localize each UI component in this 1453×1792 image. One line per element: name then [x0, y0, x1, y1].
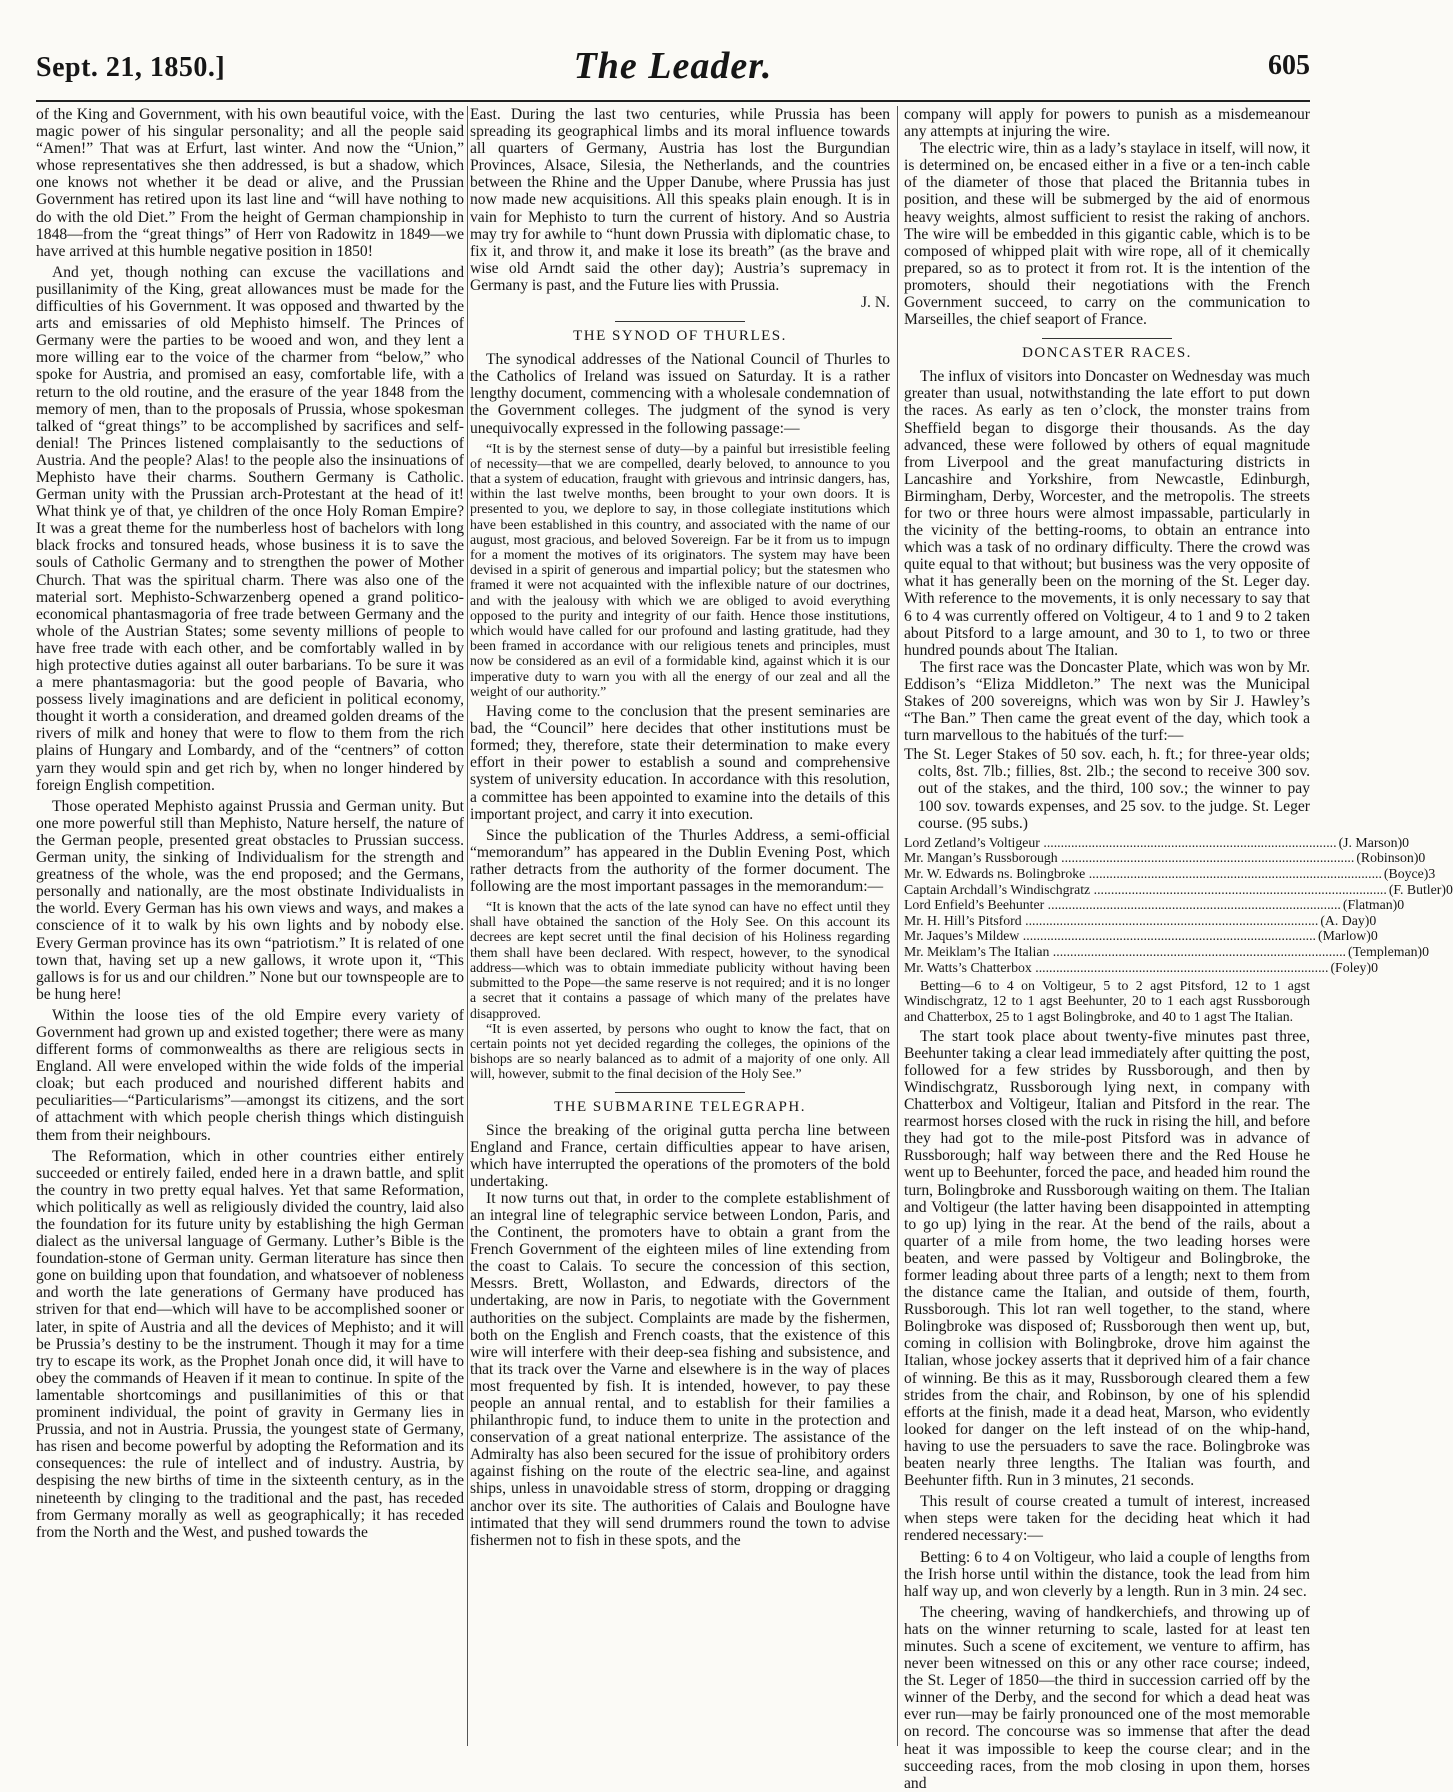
quotation: “It is even asserted, by persons who ought to know the fact, that on certain points not yet decided regarding the colleges, the opinions of the bishops are so nearly balanced as to admit of a majority of one only. All will, however, submit to the final decision of the Holy See.” — [470, 1020, 890, 1082]
paragraph: The first race was the Doncaster Plate, which was won by Mr. Eddison’s “Eliza Middleton.” The next was the Municipal Stakes of 200 sovereigns, which was won by Sir J. Hawley’s “The Ban.” Then came the great event of the day, which took a turn marvellous to the habitués of the turf:— — [904, 658, 1310, 745]
article-races — [904, 338, 1453, 1792]
column-1 — [36, 106, 464, 1746]
horse-name: Mr. H. Hill’s Pitsford ..... — [904, 913, 1318, 929]
paragraph: Those operated Mephisto against Prussia and German unity. But one more powerful still than Mephisto, Nature herself, the nature of the German people, presented great obstacles to Prussian success. German unity, the sinking of Individualism for the strength and greatness of the whole, was the end proposed; and the Germans, personally and nationally, are the most obstinate Individualists in the world. Every German has his own views and ways, and makes a conscience of it to walk by his own lights and by nobody else. Every German province has its own “patriotism.” It is related of one town that, having set up a new gallows, it wrote upon it, “This gallows is for us and our children.” None but our townspeople are to be hung here! — [36, 797, 464, 1003]
article-heading: THE SYNOD OF THURLES. — [573, 328, 787, 345]
jockey-name: (Robinson) — [1356, 850, 1419, 866]
section-rule — [615, 1092, 745, 1093]
paragraph: The electric wire, thin as a lady’s staylace in itself, will now, it is determined on, be encased either in a five or a ten-inch cable of the diameter of those that placed the Britannia tubes in position, and these will be submerged by the aid of enormous heavy weights, almost sufficient to resist the raking of anchors. The wire will be embedded in this gigantic cable, which is to be composed of whipped plait with wire rope, all of it chemically prepared, so as to protect it from rot. It is the intention of the promoters, should their negotiations with the French Government succeed, to carry on the communication to Marseilles, the chief seaport of France. — [904, 140, 1311, 329]
jockey-name: (F. Butler) — [1388, 881, 1446, 897]
horse-name: Lord Zetland’s Voltigeur ..... — [904, 835, 1337, 851]
result-row — [904, 959, 1378, 976]
jockey-name: (J. Marson) — [1338, 834, 1403, 850]
placing: 0 — [1369, 912, 1377, 928]
result-row — [904, 912, 1377, 929]
betting: Betting—6 to 4 on Voltigeur, 5 to 2 agst Pitsford, 12 to 1 agst Windischgratz, 12 to 1 agst Beehunter, 20 to 1 each agst Russborough and Chatterbox, 25 to 1 agst Bolingbroke, and 40 to 1 agst The Italian. — [904, 978, 1310, 1024]
paragraph: company will apply for powers to punish as a misdemeanour any attempts at injuring the wire. — [904, 106, 1310, 141]
masthead — [36, 44, 1310, 96]
placing: 0 — [1445, 881, 1453, 897]
result-row — [904, 850, 1426, 866]
column-divider — [467, 106, 468, 1746]
quotation: “It is by the sternest sense of duty—by a painful but irresistible feeling of necessity—that we are compelled, dearly beloved, to announce to you that a system of education, fraught with grievous and intrinsic dangers, has, within the last twelve months, been brought to your own doors. It is presented to you, we deplore to say, in those collegiate institutions which have been established in this country, and associated with the name of our august, most gracious, and beloved Sovereign. Far be it from us to impugn for a moment the motives of its originators. The system may have been devised in a spirit of generous and impartial policy; but the statesmen who framed it were not acquainted with the inflexible nature of our doctrines, and with the jealousy with which we are obliged to avoid everything opposed to the purity and integrity of our faith. Hence those institutions, which would have called for our profound and lasting gratitude, had they been framed in accordance with our religious tenets and principles, must now be considered as an evil of a formidable kind, against which it is our imperative duty to warn you with all the energy of our zeal and all the weight of our authority.” — [470, 440, 890, 699]
jockey-name: (Foley) — [1330, 959, 1372, 975]
placing: 0 — [1397, 897, 1405, 913]
results-list — [904, 834, 1453, 975]
horse-name: Mr. Mangan’s Russborough ..... — [904, 850, 1354, 866]
paragraph: The Reformation, which in other countries either entirely succeeded or entirely failed, ended here in a drawn battle, and split the country in two pretty equal halves. Yet that same Reformation, which politically as well as religiously divided the country, laid also the foundation for its future unity by establishing the high German dialect as the universal language of Germany. Luther’s Bible is the foundation-stone of German unity. German literature has since then gone on building upon that foundation, and whatsoever of nobleness and worth the late generations of Germany have produced has striven for that end—which will have to be accomplished sooner or later, in spite of Austria and all the devices of Mephisto; and it will be Prussia’s destiny to be the instrument. Though it may for a time try to escape its work, as the Prophet Jonah once did, it will have to obey the commands of Heaven if it mean to continue. In spite of the lamentable shortcomings and pusillanimities of this or that prominent individual, the point of gravity in Germany lies in Prussia, and not in Austria. Prussia, the youngest state of Germany, has risen and become powerful by adopting the Reformation and its consequences: the rule of intellect and of industry. Austria, by despising the new births of time in the sixteenth century, as in the nineteenth by clinging to the traditional and the past, has receded from Germany morally as well as geographically; it has receded from the North and the West, and pushed towards the — [36, 1147, 464, 1541]
paragraph: The influx of visitors into Doncaster on Wednesday was much greater than usual, notwithstanding the late effort to put down the races. As early as ten o’clock, the monster trains from Sheffield began to disgorge their thousands. As the day advanced, these were followed by others of equal magnitude from Liverpool and the great manufacturing districts in Lancashire and Yorkshire, from Newcastle, Edinburgh, Birmingham, Derby, Worcester, and the metropolis. The streets for two or three hours were almost impassable, particularly in the vicinity of the betting-rooms, to obtain an entrance into which was a task of no ordinary difficulty. There the crowd was quite equal to that without; but business was the very opposite of what it has generally been on the morning of the St. Leger day. With reference to the movements, it is only necessary to say that 6 to 4 was currently offered on Voltigeur, 4 to 1 and 9 to 2 taken about Pitsford to a large amount, and 30 to 1, to two or three hundred pounds about The Italian. — [904, 368, 1310, 659]
paragraph: The synodical addresses of the National Council of Thurles to the Catholics of Ireland was issued on Saturday. It is a rather lengthy document, commencing with a wholesale condemnation of the Government colleges. The judgment of the synod is very unequivocally expressed in the following passage:— — [470, 351, 890, 437]
paragraph: This result of course created a tumult of interest, increased when steps were taken for the deciding heat which it had rendered necessary:— — [904, 1493, 1310, 1545]
result-row — [904, 943, 1430, 960]
newspaper-title: The Leader. — [573, 45, 773, 87]
paragraph: East. During the last two centuries, while Prussia has been spreading its geographical limbs and its moral influence towards all quarters of Germany, Austria has lost the Burgundian Provinces, Alsace, Silesia, the Netherlands, and the countries between the Rhine and the Upper Danube, where Prussia has just now made new acquisitions. All this speaks plain enough. It is in vain for Mephisto to turn the current of history. And so Austria may try for awhile to “hunt down Prussia with diplomatic chase, to fix it, and throw it, and make it lose its breath” (as the brave and wise old Arndt said the other day); Austria’s supremacy in Germany is past, and the Future lies with Prussia. — [470, 106, 890, 294]
paragraph: It now turns out that, in order to the complete establishment of an integral line of telegraphic service between London, Paris, and the Continent, the promoters have to obtain a grant from the French Government of the eighteen miles of line extending from the coast to Calais. To secure the concession of this section, Messrs. Brett, Wollaston, and Edwards, directors of the undertaking, are now in Paris, to negotiate with the Government authorities on the subject. Complaints are made by the fishermen, both on the English and French coasts, that the existence of this wire will interfere with their deep-sea fishing and subsistence, and that its track over the Varne and elsewhere is in the way of places most frequented by fish. It is intended, however, to pay these people an annual rental, and to establish for their families a philanthropic fund, to induce them to unite in the protection and conservation of a great national enterprize. The assistance of the Admiralty has also been secured for the issue of prohibitory orders against fishing on the route of the electric sea-line, and against ships, unless in unavoidable stress of storm, dropping or dragging anchor over its site. The authorities of Calais and Boulogne have intimated that they will send drummers round the town to advise fishermen not to fish in these spots, and the — [470, 1189, 890, 1549]
jockey-name: (A. Day) — [1320, 912, 1370, 928]
jockey-name: (Boyce) — [1383, 865, 1429, 881]
signature: J. N. — [860, 294, 890, 312]
horse-name: Mr. Jaques’s Mildew ..... — [904, 928, 1316, 944]
placing: 0 — [1371, 959, 1378, 975]
column-2 — [470, 106, 890, 1746]
article-synod — [470, 321, 890, 1081]
jockey-name: (Templeman) — [1348, 943, 1423, 959]
horse-name: Mr. Meiklam’s The Italian ..... — [904, 944, 1346, 960]
paragraph: Having come to the conclusion that the present seminaries are bad, the “Council” here decides that other institutions must be formed; they, therefore, state their determination to make every effort in their power to establish a sound and comprehensive system of university education. In accordance with this resolution, a committee has been appointed to examine into the details of this important project, and carry it into execution. — [470, 703, 890, 823]
horse-name: Mr. Watts’s Chatterbox ..... — [904, 960, 1328, 976]
paragraph: The cheering, waving of handkerchiefs, and throwing up of hats on the winner returning to scale, lasted for at least ten minutes. Such a scene of excitement, we venture to affirm, has never been witnessed on this or any other race course; indeed, the St. Leger of 1850—the third in succession carried off by the winner of the Derby, and the second for which a dead heat was ever run—may be fairly pronounced one of the most memorable on record. The concourse was so immense that after the dead heat it was impossible to keep the course clear; and in the succeeding races, from the mob closing in upon them, horses and — [904, 1603, 1310, 1792]
result-row — [904, 834, 1410, 851]
race-conditions: The St. Leger Stakes of 50 sov. each, h. ft.; for three-year olds; colts, 8st. 7lb.; fillies, 8st. 2lb.; the second to receive 300 sov. out of the stakes, and the third, 100 sov.; the winner to pay 100 sov. towards expenses, and 25 sov. to the judge. St. Leger course. (95 subs.) — [904, 746, 1310, 832]
placing: 0 — [1402, 834, 1410, 850]
jockey-name: (Flatman) — [1342, 897, 1398, 913]
section-rule — [1042, 338, 1172, 339]
paragraph: of the King and Government, with his own beautiful voice, with the magic power of his singular personality; and all the people said “Amen!” That was at Erfurt, last winter. And now the “Union,” whose representatives she then addressed, is but a shadow, which one knows not whether it be dead or alive, and the Prussian Government has retired upon its last line and “will have nothing to do with the old Diet.” From the height of German championship in 1848—from the “great things” of Herr von Radowitz in 1849—we have arrived at this humble negative position in 1850! — [36, 106, 464, 260]
result-row — [904, 897, 1405, 913]
article-heading: THE SUBMARINE TELEGRAPH. — [554, 1098, 806, 1115]
issue-date: Sept. 21, 1850.] — [36, 52, 226, 83]
column-divider — [897, 106, 898, 1746]
paragraph: And yet, though nothing can excuse the vacillations and pusillanimity of the King, great allowances must be made for the difficulties of his Government. It was opposed and thwarted by the arts and emissaries of old Mephisto himself. The Princes of Germany were the parties to be wooed and won, and they lent a more willing ear to the voice of the charmer from “below,” who spoke for Austria, and promised an easy, comfortable life, with a return to the old routine, and the erasure of the year 1848 from the memory of men, than to the proposals of Prussia, whose spokesman talked of “great things” to be accomplished by sacrifices and self-denial! The Princes listened complaisantly to the seductions of Austria. And the people? Alas! to the people also the insinuations of Mephisto have their charms. Southern Germany is Catholic. German unity with the Prussian arch-Protestant at the head of it! What think ye of that, ye children of the once Holy Roman Empire? It was a great theme for the numberless host of bachelors with long black frocks and tonsured heads, whose business it is to save the souls of Catholic Germany and to strengthen the power of Mother Church. That was the spiritual charm. There was also one of the material sort. Mephisto-Schwarzenberg opened a grand politico-economical phantasmagoria of free trade between Germany and the whole of the Austrian States; some seventy millions of people to have free trade with each other, and be comfortably walled in by high protective duties against all outer barbarians. To be sure it was a mere phantasmagoria: but the good people of Bavaria, who possess lively imaginations and are deficient in political economy, thought it worth a consideration, and dreamed golden dreams of the rivers of milk and honey that were to flow to them from the rich plains of Hungary and Lombardy, and of the “centners” of cotton yarn they would spin and get rich by, when no longer hindered by foreign English competition. — [36, 263, 464, 794]
jockey-name: (Marlow) — [1318, 928, 1371, 944]
placing: 0 — [1370, 928, 1378, 944]
column-3 — [904, 106, 1453, 1792]
article-telegraph — [470, 1092, 890, 1549]
paragraph: The start took place about twenty-five minutes past three, Beehunter taking a clear lead immediately after quitting the post, followed for a few strides by Russborough, and then by Windischgratz, Russborough lying next, in company with Chatterbox and Voltigeur, Italian and Pitsford in the rear. The rearmost horses closed with the ruck in rising the hill, and before they had got to the mile-post Pitsford was in advance of Russborough; half way between there and the Red House he went up to Beehunter, forced the pace, and headed him round the turn, Bolingbroke and Russborough waiting on them. The Italian and Voltigeur (the latter having been disappointed in attempting to go up) lying in the rear. At the bend of the rails, about a quarter of a mile from home, the two leading horses were beaten, and were passed by Voltigeur and Bolingbroke, the former leading about three parts of a length; next to them from the distance came the Italian, and outside of them, fourth, Russborough. This lot ran well together, to the stand, where Bolingbroke was disposed of; Russborough then went up, but, coming in collision with Bolingbroke, drove him against the Italian, whose jockey asserts that it deprived him of a fair chance of winning. Be this as it may, Russborough cleared them a few strides from the chair, and Robinson, by one of his splendid efforts at the finish, made it a dead heat, Marson, who evidently looked for danger on the left instead of on the whip-hand, having to use the persuaders to save the race. Bolingbroke was beaten nearly three lengths. The Italian was fourth, and Beehunter fifth. Run in 3 minutes, 21 seconds. — [904, 1027, 1310, 1490]
horse-name: Mr. W. Edwards ns. Bolingbroke ..... — [904, 866, 1382, 882]
masthead-rule — [36, 100, 1310, 102]
paragraph: Since the publication of the Thurles Address, a semi-official “memorandum” has appeared in the Dublin Evening Post, which rather detracts from the authority of the former document. The following are the most important passages in the memorandum:— — [470, 826, 890, 895]
paragraph: Betting: 6 to 4 on Voltigeur, who laid a couple of lengths from the Irish horse until within the distance, took the lead from him half way up, and won cleverly by a length. Run in 3 min. 24 sec. — [904, 1548, 1310, 1600]
result-row — [904, 881, 1453, 898]
section-rule — [615, 321, 745, 322]
page-number: 605 — [1268, 50, 1310, 81]
result-row — [904, 865, 1436, 882]
horse-name: Captain Archdall’s Windischgratz ..... — [904, 882, 1387, 898]
placing: 0 — [1418, 850, 1426, 866]
horse-name: Lord Enfield’s Beehunter ..... — [904, 897, 1341, 913]
paragraph: Within the loose ties of the old Empire every variety of Government had grown up and existed together; there were as many different forms of commonwealths as there are religious sects in England. All were enveloped within the wide folds of the imperial cloak; but each produced and nourished different habits and peculiarities—“Particularisms”—amongst its citizens, and the sort of attachment with which people cherish things which distinguish them from their neighbours. — [36, 1006, 464, 1144]
placing: 0 — [1422, 943, 1430, 959]
paragraph: Since the breaking of the original gutta percha line between England and France, certain difficulties appear to have arisen, which have interrupted the operations of the promoters of the bold undertaking. — [470, 1121, 890, 1190]
quotation: “It is known that the acts of the late synod can have no effect until they shall have obtained the sanction of the Holy See. On this account its decrees are kept secret until the final decision of his Holiness regarding them shall have been declared. With respect, however, to the synodical address—which was to obtain immediate publicity without having been submitted to the Pope—the same reserve is not required; and it is no longer a secret that it contains a passage of which many of the prelates have disapproved. — [470, 899, 890, 1021]
result-row — [904, 928, 1378, 944]
article-heading: DONCASTER RACES. — [1022, 345, 1192, 362]
placing: 3 — [1428, 865, 1436, 881]
race-card — [904, 746, 1453, 1024]
